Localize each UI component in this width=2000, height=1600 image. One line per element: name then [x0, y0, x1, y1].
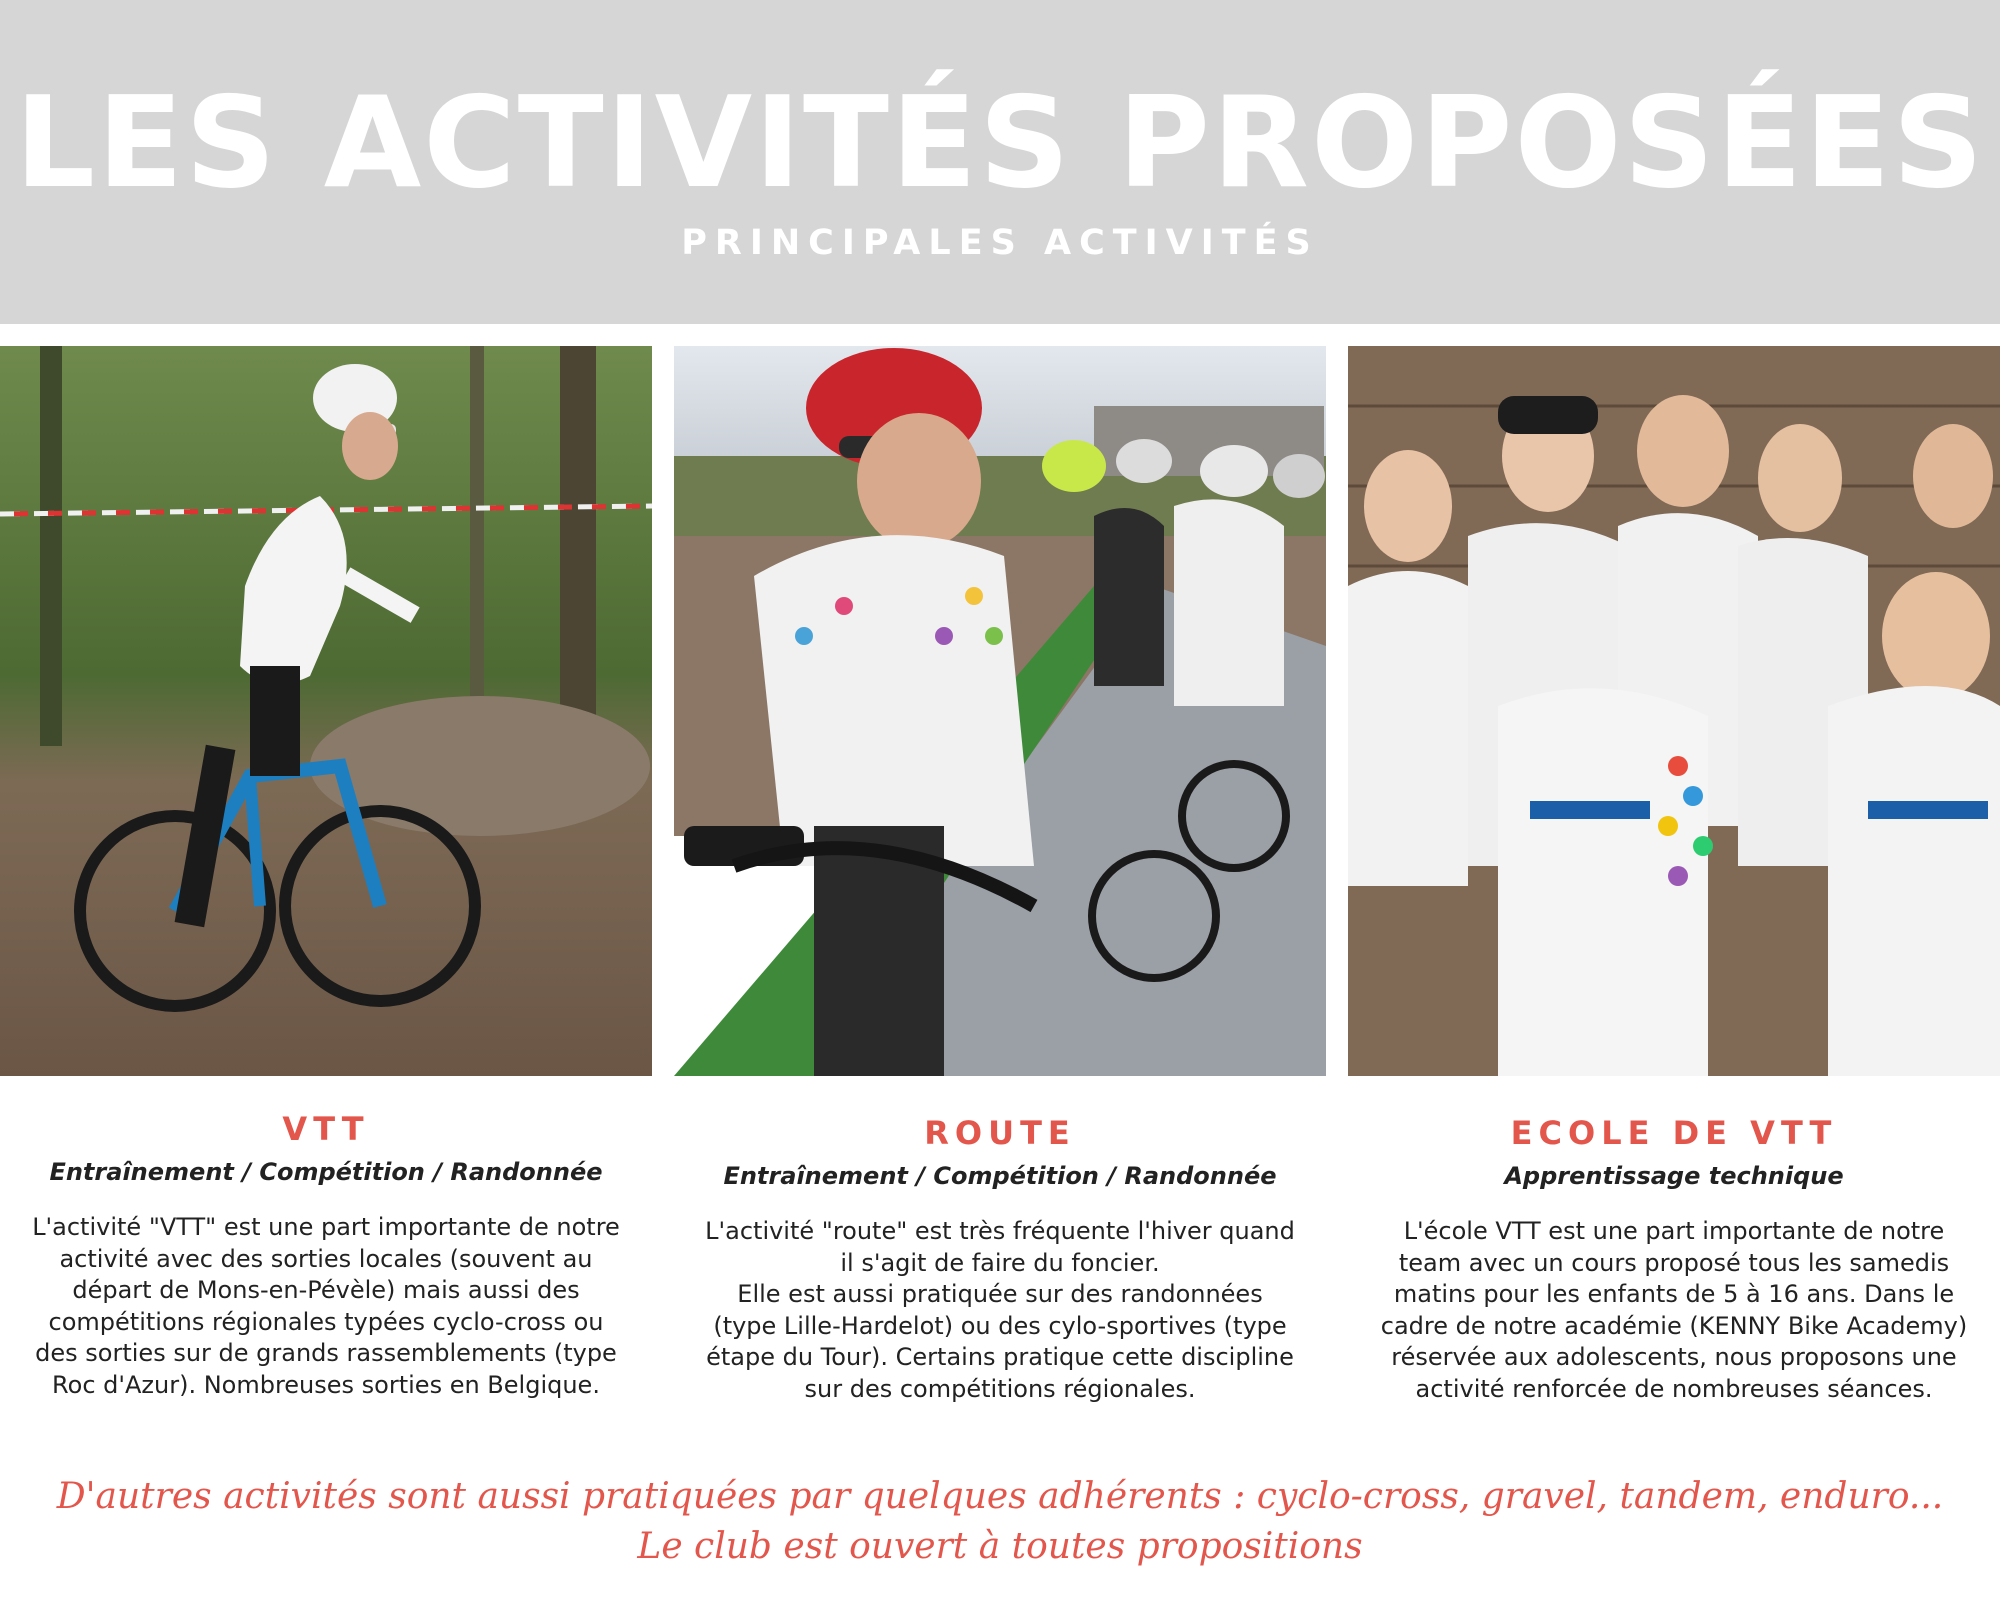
photo-vtt-rider [0, 346, 652, 1076]
footer-note [0, 1472, 2000, 1572]
activity-title: ROUTE [924, 1114, 1076, 1152]
activity-title: VTT [282, 1110, 370, 1148]
page-subtitle: PRINCIPALES ACTIVITÉS [681, 223, 1319, 263]
activity-subtitle: Entraînement / Compétition / Randonnée [723, 1162, 1277, 1190]
activity-description: L'école VTT est une part importante de notre team avec un cours proposé tous les samedis matins pour les enfants de 5 à 16 ans. Dans le cadre de notre académie (KENNY Bike Academy) réservée aux adolescents, nous proposons une activité renforcée de nombreuses séances. [1380, 1217, 1968, 1403]
page-title: LES ACTIVITÉS PROPOSÉES [14, 69, 1986, 216]
activity-ecole-vtt [1348, 1112, 2000, 1405]
activity-vtt [0, 1108, 652, 1401]
activity-title: ECOLE DE VTT [1510, 1114, 1838, 1152]
activity-description: L'activité "route" est très fréquente l'hiver quand il s'agit de faire du foncier. Elle est aussi pratiquée sur des randonnées (type Lille-Hardelot) ou des cylo-sportives (type étape du Tour). Certains pratique cette discipline sur des compétitions régionales. [705, 1217, 1295, 1403]
activity-subtitle: Apprentissage technique [1504, 1162, 1844, 1190]
footer-line-1: D'autres activités sont aussi pratiquées par quelques adhérents : cyclo-cross, gravel, tandem, enduro... [56, 1476, 1944, 1517]
photo-ecole-kids [1348, 346, 2000, 1076]
header-banner [0, 0, 2000, 324]
activity-description: L'activité "VTT" est une part importante de notre activité avec des sorties locales (souvent au départ de Mons-en-Pévèle) mais aussi des compétitions régionales typées cyclo-cross ou des sorties sur de grands rassemblements (type Roc d'Azur). Nombreuses sorties en Belgique. [32, 1213, 620, 1399]
activity-subtitle: Entraînement / Compétition / Randonnée [49, 1158, 603, 1186]
activity-route [674, 1112, 1326, 1405]
footer-line-2: Le club est ouvert à toutes propositions [637, 1526, 1363, 1567]
photo-route-group [674, 346, 1326, 1076]
